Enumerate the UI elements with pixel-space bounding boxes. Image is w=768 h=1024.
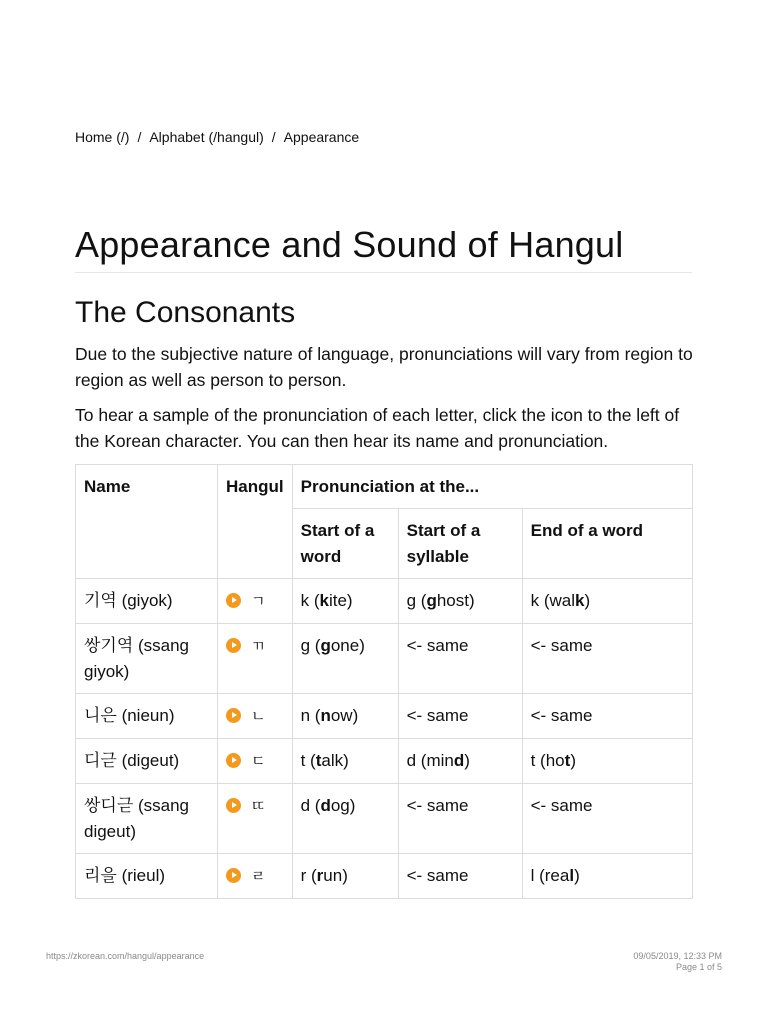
footer-page-number: Page 1 of 5 xyxy=(675,962,722,972)
pronunciation-text: r ( xyxy=(300,866,317,885)
hangul-cell xyxy=(218,739,293,784)
pronunciation-text: k ( xyxy=(300,591,320,610)
emphasized-letter: k xyxy=(319,591,329,610)
pronunciation-end-word-cell xyxy=(522,694,692,739)
emphasized-letter: t xyxy=(315,751,322,770)
letter-name-cell: 쌍디귿 (ssang digeut) xyxy=(76,784,218,854)
emphasized-letter: d xyxy=(453,751,465,770)
pronunciation-text: n ( xyxy=(300,706,321,725)
pronunciation-text: ow) xyxy=(330,706,359,725)
pronunciation-text: <- same xyxy=(530,796,593,815)
pronunciation-text: og) xyxy=(330,796,356,815)
letter-name-cell: 디귿 (digeut) xyxy=(76,739,218,784)
header-start-syllable: Start of a syllable xyxy=(398,509,522,579)
pronunciation-end-word-cell xyxy=(522,784,692,854)
pronunciation-text: <- same xyxy=(530,636,593,655)
page-title: Appearance and Sound of Hangul xyxy=(75,220,692,273)
intro-paragraph: Due to the subjective nature of language, pronunciations will vary from region to region as well as person to person. xyxy=(75,344,693,390)
emphasized-letter: n xyxy=(320,706,331,725)
play-audio-icon[interactable] xyxy=(226,868,241,883)
breadcrumb-home-link[interactable]: Home (/) xyxy=(75,129,130,145)
table-row xyxy=(76,694,693,739)
pronunciation-text: d ( xyxy=(300,796,321,815)
header-pronunciation: Pronunciation at the... xyxy=(292,465,692,509)
letter-name-cell: 리을 (rieul) xyxy=(76,854,218,899)
pronunciation-start-syllable-cell xyxy=(398,624,522,694)
pronunciation-text: <- same xyxy=(406,796,469,815)
pronunciation-start-word-cell xyxy=(292,694,398,739)
footer-meta xyxy=(633,951,722,973)
play-audio-icon[interactable] xyxy=(226,638,241,653)
header-start-word: Start of a word xyxy=(292,509,398,579)
table-row xyxy=(76,579,693,624)
breadcrumb-separator: / xyxy=(137,129,142,145)
hangul-letter: ㄴ xyxy=(251,708,266,725)
pronunciation-start-word-cell xyxy=(292,854,398,899)
hangul-letter: ㄱ xyxy=(251,593,266,610)
emphasized-letter: r xyxy=(316,866,324,885)
hangul-letter: ㄲ xyxy=(251,638,266,655)
play-audio-icon[interactable] xyxy=(226,593,241,608)
table-row xyxy=(76,739,693,784)
pronunciation-text: ) xyxy=(574,866,580,885)
pronunciation-text: alk) xyxy=(321,751,349,770)
pronunciation-start-word-cell xyxy=(292,784,398,854)
pronunciation-text: one) xyxy=(330,636,365,655)
table-row xyxy=(76,624,693,694)
pronunciation-start-syllable-cell xyxy=(398,579,522,624)
pronunciation-start-syllable-cell xyxy=(398,694,522,739)
footer-url: https://zkorean.com/hangul/appearance xyxy=(46,951,205,961)
instruction-paragraph: To hear a sample of the pronunciation of each letter, click the icon to the left of the Korean character. You can then hear its name and pronunciation. xyxy=(75,405,680,451)
consonants-table xyxy=(75,464,693,899)
breadcrumb-current: Appearance xyxy=(283,129,360,145)
hangul-letter: ㄷ xyxy=(251,753,266,770)
pronunciation-start-word-cell xyxy=(292,624,398,694)
breadcrumb-separator: / xyxy=(271,129,276,145)
table-row xyxy=(76,784,693,854)
pronunciation-text: <- same xyxy=(406,866,469,885)
letter-name-cell: 니은 (nieun) xyxy=(76,694,218,739)
pronunciation-text: t ( xyxy=(300,751,316,770)
pronunciation-text: ) xyxy=(584,591,591,610)
pronunciation-end-word-cell xyxy=(522,579,692,624)
table-body xyxy=(76,579,693,899)
pronunciation-text: l (rea xyxy=(530,866,570,885)
pronunciation-text: <- same xyxy=(406,706,469,725)
pronunciation-text: host) xyxy=(436,591,475,610)
emphasized-letter: t xyxy=(564,751,571,770)
breadcrumb xyxy=(75,129,359,145)
emphasized-letter: l xyxy=(569,866,575,885)
header-hangul: Hangul xyxy=(218,465,293,579)
play-audio-icon[interactable] xyxy=(226,753,241,768)
hangul-cell xyxy=(218,694,293,739)
header-end-word: End of a word xyxy=(522,509,692,579)
pronunciation-text: <- same xyxy=(530,706,593,725)
table-row xyxy=(76,854,693,899)
section-title: The Consonants xyxy=(75,296,296,329)
pronunciation-start-syllable-cell xyxy=(398,784,522,854)
pronunciation-text: k (wal xyxy=(530,591,576,610)
emphasized-letter: d xyxy=(320,796,331,815)
pronunciation-start-word-cell xyxy=(292,739,398,784)
letter-name-cell: 쌍기역 (ssang giyok) xyxy=(76,624,218,694)
play-audio-icon[interactable] xyxy=(226,708,241,723)
pronunciation-text: ) xyxy=(570,751,576,770)
pronunciation-text: t (ho xyxy=(530,751,565,770)
footer-datetime: 09/05/2019, 12:33 PM xyxy=(633,951,722,961)
letter-name-cell: 기역 (giyok) xyxy=(76,579,218,624)
hangul-cell xyxy=(218,854,293,899)
emphasized-letter: g xyxy=(320,636,331,655)
pronunciation-start-syllable-cell xyxy=(398,739,522,784)
pronunciation-start-word-cell xyxy=(292,579,398,624)
emphasized-letter: k xyxy=(575,591,585,610)
hangul-letter: ㄹ xyxy=(251,868,266,885)
pronunciation-text: d (min xyxy=(406,751,454,770)
pronunciation-text: ) xyxy=(464,751,470,770)
pronunciation-start-syllable-cell xyxy=(398,854,522,899)
pronunciation-text: ite) xyxy=(328,591,353,610)
pronunciation-end-word-cell xyxy=(522,854,692,899)
table-header-row xyxy=(76,465,693,509)
emphasized-letter: g xyxy=(426,591,437,610)
header-name: Name xyxy=(76,465,218,579)
hangul-cell xyxy=(218,624,293,694)
play-audio-icon[interactable] xyxy=(226,798,241,813)
pronunciation-text: g ( xyxy=(406,591,427,610)
pronunciation-text: <- same xyxy=(406,636,469,655)
hangul-cell xyxy=(218,784,293,854)
hangul-letter: ㄸ xyxy=(251,798,266,815)
hangul-cell xyxy=(218,579,293,624)
pronunciation-text: un) xyxy=(323,866,348,885)
pronunciation-text: g ( xyxy=(300,636,321,655)
breadcrumb-alphabet-link[interactable]: Alphabet (/hangul) xyxy=(149,129,264,145)
pronunciation-end-word-cell xyxy=(522,624,692,694)
pronunciation-end-word-cell xyxy=(522,739,692,784)
